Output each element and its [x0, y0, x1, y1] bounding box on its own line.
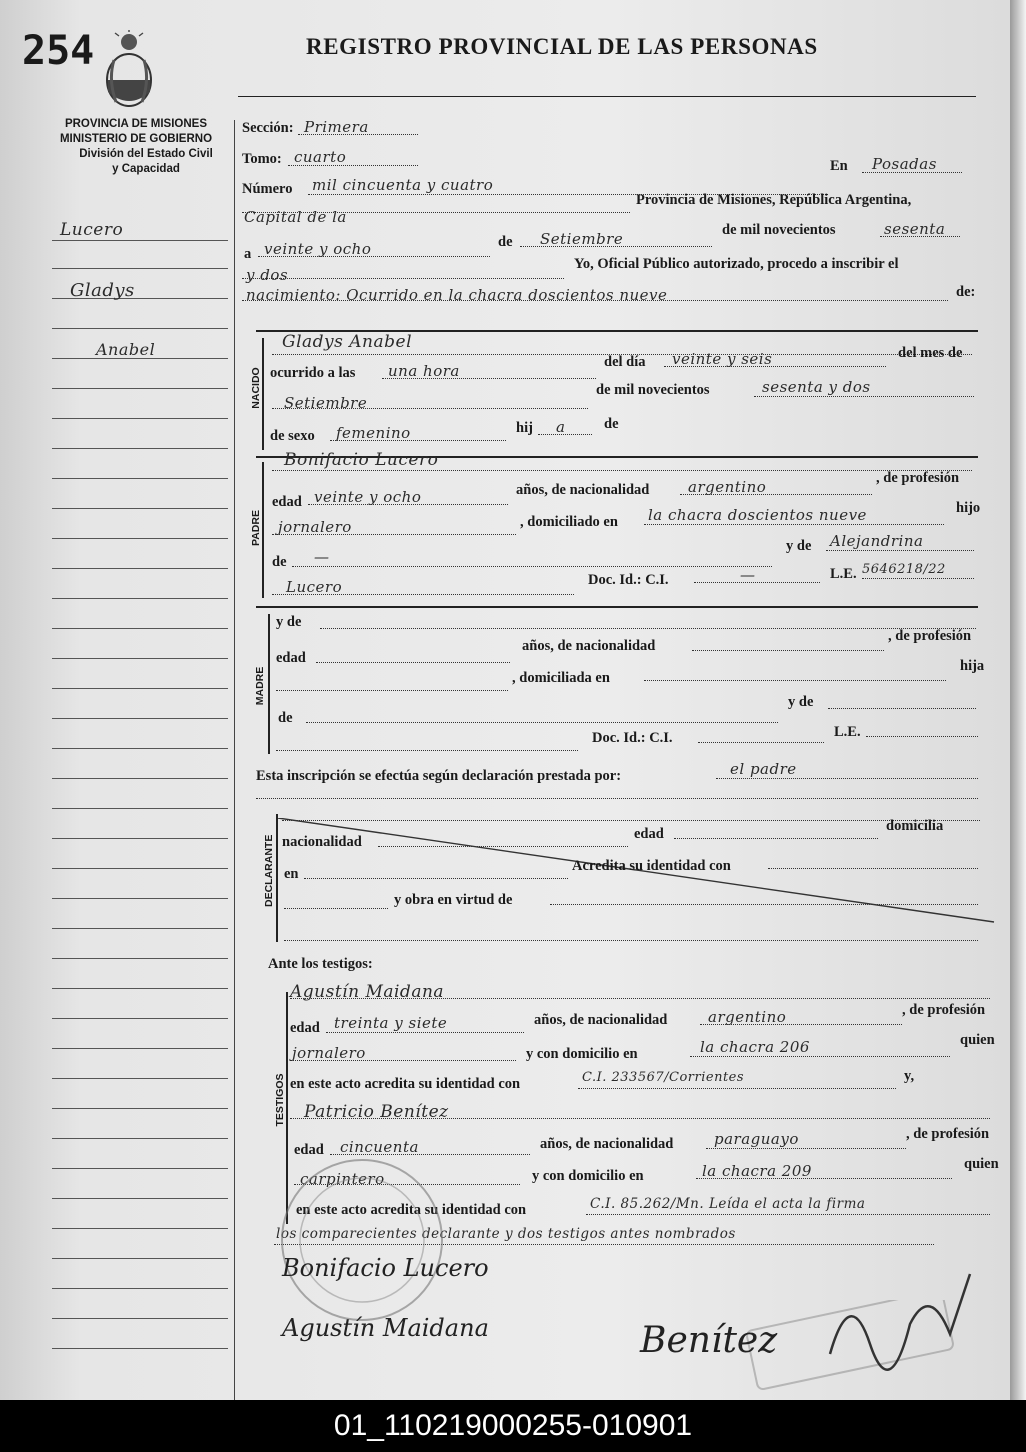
testigo1-edad-value: treinta y siete [334, 1014, 448, 1032]
madre-le-label: L.E. [834, 724, 861, 740]
nacido-de-label: de [604, 416, 619, 432]
nacido-mes-value: Setiembre [284, 394, 368, 412]
closing-text: los comparecientes declarante y dos testigos antes nombrados [276, 1226, 736, 1242]
office-block [38, 117, 234, 177]
padre-anios-label: años, de nacionalidad [516, 482, 650, 498]
testigo1-anios-label: años, de nacionalidad [534, 1012, 668, 1028]
testigo2-prof-label: , de profesión [906, 1126, 990, 1142]
testigo1-prof-label: , de profesión [902, 1002, 986, 1018]
madre-domic-label: , domiciliada en [512, 670, 610, 686]
capital-value: Capital de la [244, 208, 347, 226]
padre-de-label: de [272, 554, 287, 570]
document-title: REGISTRO PROVINCIAL DE LAS PERSONAS [306, 34, 818, 59]
padre-madre-value-2: Lucero [286, 578, 343, 596]
seccion-label: Sección: [242, 120, 294, 136]
declarante-edad-label: edad [634, 826, 664, 842]
de-colon-label: de: [956, 284, 976, 300]
official-signature-scrawl [820, 1264, 980, 1374]
testigo2-quien-label: quien [964, 1156, 999, 1172]
hij-label: hij [516, 420, 533, 436]
testigo1-quien-label: quien [960, 1032, 995, 1048]
sexo-value: femenino [336, 424, 411, 442]
madre-doc-label: Doc. Id.: C.I. [592, 730, 673, 746]
a-label: a [244, 246, 252, 262]
padre-ci-value: — [740, 566, 756, 584]
declarante-domic-label: domicilia [886, 818, 944, 834]
padre-domic-value: la chacra doscientos nueve [648, 506, 867, 524]
declarante-obra-label: y obra en virtud de [394, 892, 513, 908]
testigo1-domic-value: la chacra 206 [700, 1038, 810, 1056]
office-line-2: MINISTERIO DE GOBIERNO [59, 133, 213, 145]
fecha-de-label: de [498, 234, 513, 250]
office-line-3: División del Estado Civil [79, 148, 213, 160]
declaracion-value: el padre [730, 760, 797, 778]
margin-note-surname: Lucero [60, 220, 124, 240]
testigo2-nac-value: paraguayo [714, 1130, 799, 1148]
padre-hijo-label: hijo [956, 500, 981, 516]
padre-le-value: 5646218/22 [862, 562, 946, 577]
nacido-dia-value: veinte y seis [672, 350, 773, 368]
image-id-footer [0, 1400, 1026, 1452]
testigo2-prof-value: carpintero [300, 1170, 385, 1188]
testigo2-anios-label: años, de nacionalidad [540, 1136, 674, 1152]
testigo1-nac-value: argentino [708, 1008, 787, 1026]
official-seal-icon [272, 1150, 452, 1330]
testigo2-doc-value: C.I. 85.262/Mn. Leída el acta la firma [590, 1196, 866, 1212]
ante-testigos-label: Ante los testigos: [268, 956, 373, 972]
madre-prof-label: , de profesión [888, 628, 972, 644]
fecha-anio-value-2: y dos [246, 266, 289, 284]
provincia-text: Provincia de Misiones, República Argentina, [636, 192, 912, 208]
padre-prof-value: jornalero [278, 518, 352, 536]
padre-prof-label: , de profesión [876, 470, 960, 486]
madre-edad-label: edad [276, 650, 306, 666]
declaracion-text: Esta inscripción se efectúa según declaración prestada por: [256, 768, 622, 784]
testigo2-domic-label: y con domicilio en [532, 1168, 644, 1184]
testigo1-domic-label: y con domicilio en [526, 1046, 638, 1062]
mil-novecientos-text: de mil novecientos [722, 222, 836, 238]
testigo1-edad-label: edad [290, 1020, 320, 1036]
office-line-1: PROVINCIA DE MISIONES [64, 118, 208, 130]
fecha-dia-value: veinte y ocho [264, 240, 372, 258]
seccion-value: Primera [304, 118, 369, 136]
office-line-4: y Capacidad [112, 163, 180, 175]
hij-value: a [556, 418, 566, 436]
testigo2-acredita-label: en este acto acredita su identidad con [296, 1202, 527, 1218]
del-dia-label: del día [604, 354, 646, 370]
testigo2-edad-label: edad [294, 1142, 324, 1158]
numero-label: Número [242, 181, 293, 197]
madre-section-label: MADRE [254, 666, 266, 706]
declarante-nac-label: nacionalidad [282, 834, 362, 850]
padre-edad-label: edad [272, 494, 302, 510]
page-edge [1010, 0, 1026, 1400]
acta-value: nacimiento: Ocurrido en la chacra doscientos nueve [246, 286, 668, 304]
tomo-value: cuarto [294, 148, 347, 166]
hora-value: una hora [388, 362, 460, 380]
en-value: Posadas [872, 155, 937, 173]
declarante-section-label: DECLARANTE [263, 834, 275, 907]
madre-de-label: de [278, 710, 293, 726]
footer-id: 01_110219000255-010901 [333, 1409, 693, 1442]
padre-nac-value: argentino [688, 478, 767, 496]
padre-yde-label: y de [786, 538, 812, 554]
testigo1-nombre-value: Agustín Maidana [290, 982, 445, 1002]
nacido-mil-label: de mil novecientos [596, 382, 710, 398]
oficial-text: Yo, Oficial Público autorizado, procedo a inscribir el [574, 256, 899, 272]
del-mes-label: del mes de [898, 345, 963, 361]
numero-value: mil cincuenta y cuatro [312, 176, 494, 194]
testigo1-acredita-label: en este acto acredita su identidad con [290, 1076, 521, 1092]
sexo-label: de sexo [270, 428, 315, 444]
fecha-anio-value: sesenta [884, 220, 946, 238]
testigos-section-label: TESTIGOS [274, 1073, 286, 1127]
padre-nombre-value: Bonifacio Lucero [284, 450, 439, 470]
padre-doc-label: Doc. Id.: C.I. [588, 572, 669, 588]
declarante-acredita-label: Acredita su identidad con [572, 858, 731, 874]
madre-yde-label: y de [276, 614, 302, 630]
signature-agustin: Agustín Maidana [282, 1314, 489, 1342]
page-number: 254 [22, 28, 95, 74]
signature-bonifacio: Bonifacio Lucero [282, 1254, 489, 1282]
padre-de-value: — [314, 548, 330, 566]
testigo1-y-label: y, [904, 1068, 915, 1084]
padre-domic-label: , domiciliado en [520, 514, 618, 530]
testigo2-domic-value: la chacra 209 [702, 1162, 812, 1180]
margin-note-second-name: Anabel [96, 340, 156, 359]
madre-hija-label: hija [960, 658, 985, 674]
nacido-nombre-value: Gladys Anabel [282, 332, 413, 352]
testigo1-doc-value: C.I. 233567/Corrientes [582, 1070, 745, 1085]
testigo2-edad-value: cincuenta [340, 1138, 419, 1156]
form-divider [234, 120, 235, 1400]
fecha-mes-value: Setiembre [540, 230, 624, 248]
margin-note-name: Gladys [70, 280, 135, 301]
madre-anios-label: años, de nacionalidad [522, 638, 656, 654]
testigo2-nombre-value: Patricio Benítez [304, 1102, 449, 1122]
padre-section-label: PADRE [250, 510, 262, 546]
nacido-section-label: NACIDO [250, 367, 262, 409]
padre-le-label: L.E. [830, 566, 857, 582]
coat-of-arms-icon [100, 30, 158, 112]
testigo1-prof-value: jornalero [292, 1044, 366, 1062]
nacido-anio-value: sesenta y dos [762, 378, 871, 396]
en-label: En [830, 158, 848, 174]
tomo-label: Tomo: [242, 151, 282, 167]
signature-benitez: Benítez [640, 1320, 778, 1361]
madre-yde2-label: y de [788, 694, 814, 710]
padre-madre-value: Alejandrina [830, 532, 924, 550]
declarante-en-label: en [284, 866, 299, 882]
ocurrido-label: ocurrido a las [270, 365, 356, 381]
padre-edad-value: veinte y ocho [314, 488, 422, 506]
